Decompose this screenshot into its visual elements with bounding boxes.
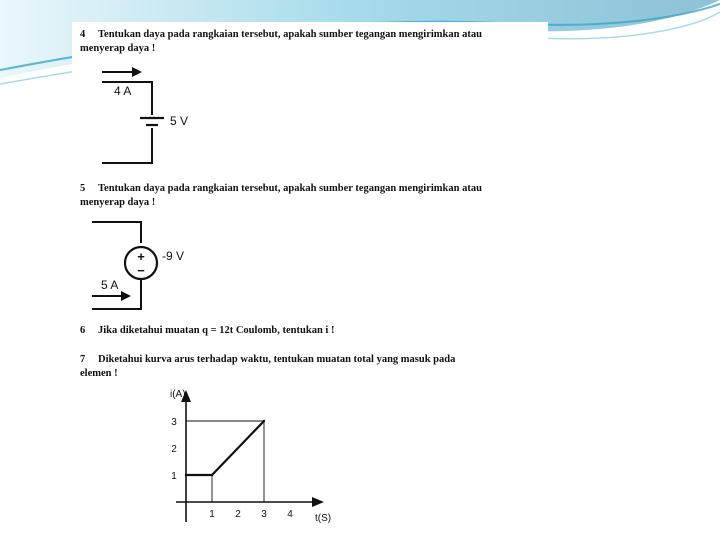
- question-5-number: 5: [80, 183, 86, 194]
- question-5: [80, 182, 542, 210]
- question-4: [80, 28, 542, 56]
- question-5-text-cont: menyerap daya !: [80, 197, 156, 208]
- x-tick-label-3: 3: [261, 509, 267, 520]
- voltage-label: 5 V: [170, 114, 189, 128]
- x-tick-label-4: 4: [287, 509, 293, 520]
- y-tick-label-2: 2: [171, 444, 177, 455]
- question-5-text: Tentukan daya pada rangkaian tersebut, apakah sumber tegangan mengirimkan atau: [98, 183, 482, 194]
- question-6-number: 6: [80, 325, 86, 336]
- series-line-1: [186, 421, 264, 475]
- question-7-text: Diketahui kurva arus terhadap waktu, tentukan muatan total yang masuk pada: [98, 354, 456, 365]
- x-axis-arrow: [312, 497, 324, 507]
- question-7: [80, 353, 542, 381]
- data-point-1-1: [185, 474, 187, 476]
- question-6-text: Jika diketahui muatan q = 12t Coulomb, tentukan i !: [98, 325, 335, 336]
- x-tick-label-2: 2: [235, 509, 241, 520]
- current-arrow-head: [121, 291, 131, 301]
- tick-labels: [171, 417, 293, 520]
- worksheet-page: [72, 22, 548, 526]
- data-point-1-2: [211, 474, 213, 476]
- circuit-wire-bottom: [102, 128, 152, 163]
- source-minus-sign: −: [137, 263, 145, 278]
- question-4-text-cont: menyerap daya !: [80, 43, 156, 54]
- y-axis-label: i(A): [170, 389, 186, 400]
- data-point-1-3: [263, 420, 265, 422]
- question-7-number: 7: [80, 354, 86, 365]
- source-plus-sign: +: [137, 249, 145, 264]
- x-tick-label-1: 1: [209, 509, 215, 520]
- current-arrow-head: [132, 67, 142, 77]
- circuit-wire-top: [92, 222, 141, 243]
- question-6: [80, 324, 542, 338]
- y-tick-label-1: 1: [171, 471, 177, 482]
- y-tick-label-3: 3: [171, 417, 177, 428]
- circuit-5-diagram: [90, 214, 200, 316]
- voltage-label: -9 V: [162, 249, 185, 263]
- x-axis-label: t(S): [315, 513, 332, 524]
- question-4-number: 4: [80, 29, 86, 40]
- current-time-chart: [152, 382, 352, 526]
- circuit-4-diagram: [96, 62, 206, 172]
- data-series: [185, 420, 265, 476]
- question-4-text: Tentukan daya pada rangkaian tersebut, apakah sumber tegangan mengirimkan atau: [98, 29, 482, 40]
- question-7-text-cont: elemen !: [80, 368, 118, 379]
- current-label: 4 A: [114, 84, 132, 98]
- current-label: 5 A: [101, 278, 119, 292]
